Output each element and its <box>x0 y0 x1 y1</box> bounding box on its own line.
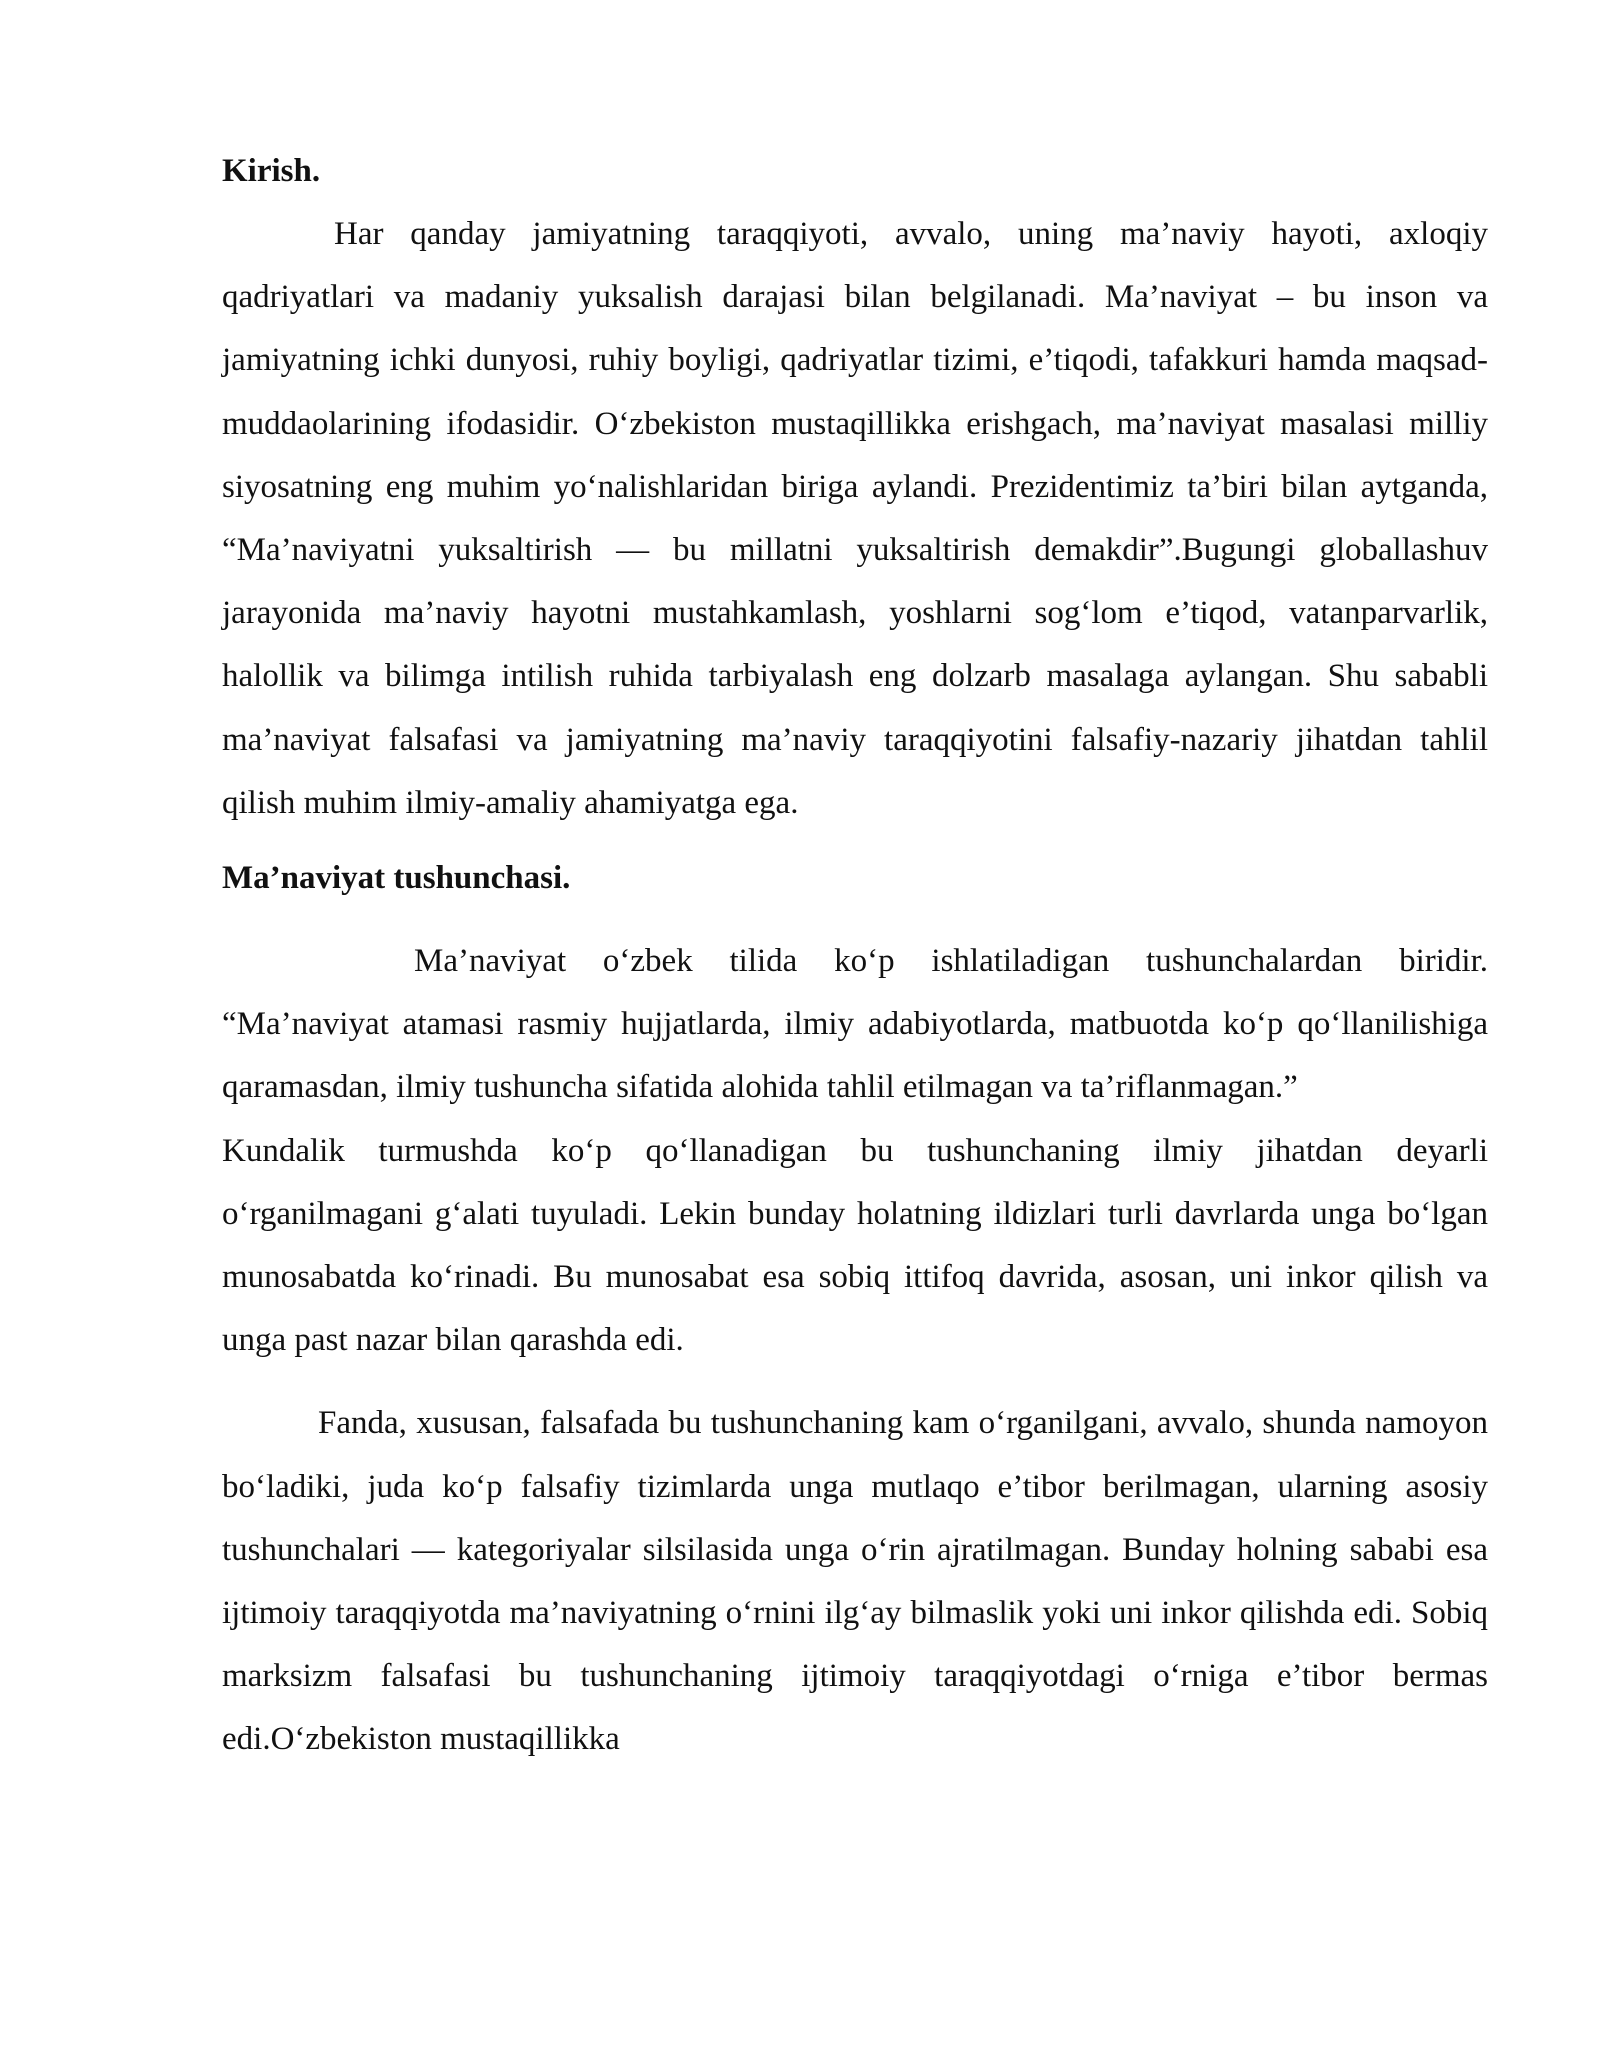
section-heading-concept: Ma’naviyat tushunchasi. <box>222 860 571 897</box>
paragraph-concept-everyday: Kundalik turmushda ko‘p qo‘llanadigan bu tushunchaning ilmiy jihatdan deyarli o‘rganilmagani g‘alati tuyuladi. Lekin bunday holatning ildizlari turli davrlarda unga bo‘lgan munosabatda ko‘rinadi. Bu munosabat esa sobiq ittifoq davrida, asosan, uni inkor qilish va unga past nazar bilan qarashda edi. <box>222 1132 1488 1359</box>
paragraph-intro: Har qanday jamiyatning taraqqiyoti, avvalo, uning ma’naviy hayoti, axloqiy qadriyatlari va madaniy yuksalish darajasi bilan belgilanadi. Ma’naviyat – bu inson va jamiyatning ichki dunyosi, ruhiy boyligi, qadriyatlar tizimi, e’tiqodi, tafakkuri hamda maqsad-muddaolarining ifodasidir. O‘zbekiston mustaqillikka erishgach, ma’naviyat masalasi milliy siyosatning eng muhim yo‘nalishlaridan biriga aylandi. Prezidentimiz ta’biri bilan aytganda, “Ma’naviyatni yuksaltirish — bu millatni yuksaltirish demakdir”.Bugungi globallashuv jarayonida ma’naviy hayotni mustahkamlash, yoshlarni sog‘lom e’tiqod, vatanparvarlik, halollik va bilimga intilish ruhida tarbiyalash eng dolzarb masalaga aylangan. Shu sababli ma’naviyat falsafasi va jamiyatning ma’naviy taraqqiyotini falsafiy-nazariy jihatdan tahlil qilish muhim ilmiy-amaliy ahamiyatga ega. <box>222 216 1488 821</box>
section-heading-intro: Kirish. <box>222 153 321 189</box>
paragraph-concept-philosophy: Fanda, xususan, falsafada bu tushunchaning kam o‘rganilgani, avvalo, shunda namoyon bo‘ladiki, juda ko‘p falsafiy tizimlarda unga mutlaqo e’tibor berilmagan, ularning asosiy tushunchalari — kategoriyalar silsilasida unga o‘rin ajratilmagan. Bunday holning sababi esa ijtimoiy taraqqiyotda ma’naviyatning o‘rnini ilg‘ay bilmaslik yoki uni inkor qilishda edi. Sobiq marksizm falsafasi bu tushunchaning ijtimoiy taraqqiyotdagi o‘rniga e’tibor bermas edi.O‘zbekiston mustaqillikka <box>222 1405 1488 1758</box>
document-body <box>222 140 1488 1772</box>
paragraph-concept-definition: Ma’naviyat o‘zbek tilida ko‘p ishlatiladigan tushunchalardan biridir. “Ma’naviyat atamasi rasmiy hujjatlarda, ilmiy adabiyotlarda, matbuotda ko‘p qo‘llanilishiga qaramasdan, ilmiy tushuncha sifatida alohida tahlil etilmagan va ta’riflanmagan.” <box>222 943 1488 1106</box>
